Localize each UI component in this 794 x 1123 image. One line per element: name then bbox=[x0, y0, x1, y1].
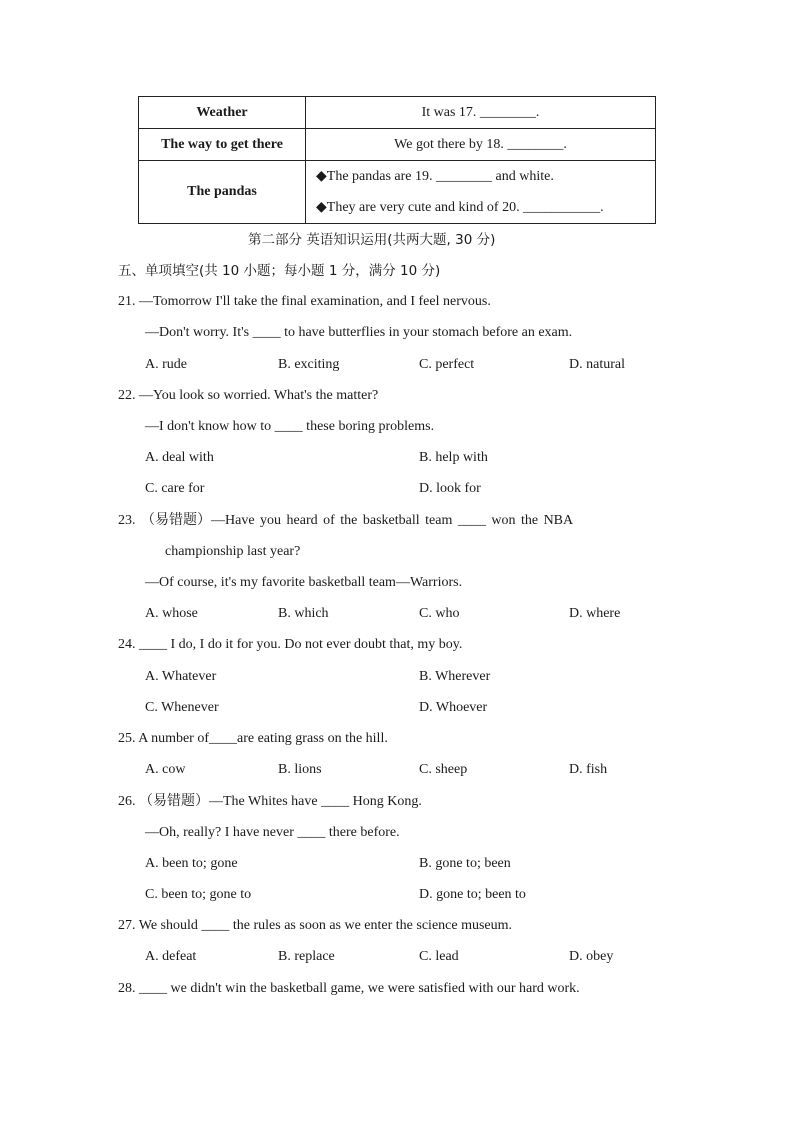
option-a: A. Whatever bbox=[145, 669, 217, 684]
question-stem: 22. —You look so worried. What's the matter? bbox=[118, 388, 379, 403]
table-key: The way to get there bbox=[139, 129, 306, 161]
question-stem: 23. （易错题）—Have you heard of the basketball team ____ won the NBA bbox=[118, 513, 574, 528]
question-line: —Of course, it's my favorite basketball team—Warriors. bbox=[145, 575, 463, 590]
question-stem: 25. A number of____are eating grass on the hill. bbox=[118, 731, 388, 746]
table-row bbox=[139, 97, 656, 129]
option-c: C. who bbox=[419, 606, 460, 621]
option-b: B. lions bbox=[278, 762, 322, 777]
option-b: B. help with bbox=[419, 450, 488, 465]
option-a: A. deal with bbox=[145, 450, 214, 465]
table-key: The pandas bbox=[139, 161, 306, 224]
table-row bbox=[139, 129, 656, 161]
option-d: D. fish bbox=[569, 762, 608, 777]
info-table bbox=[138, 96, 656, 224]
question-stem: 27. We should ____ the rules as soon as we enter the science museum. bbox=[118, 918, 513, 933]
option-a: A. defeat bbox=[145, 949, 197, 964]
option-b: B. replace bbox=[278, 949, 335, 964]
option-b: B. which bbox=[278, 606, 329, 621]
option-c: C. Whenever bbox=[145, 700, 219, 715]
option-c: C. sheep bbox=[419, 762, 468, 777]
option-d: D. natural bbox=[569, 357, 625, 372]
question-line: —Don't worry. It's ____ to have butterflies in your stomach before an exam. bbox=[145, 325, 573, 340]
table-value: We got there by 18. ________. bbox=[306, 129, 656, 161]
option-d: D. where bbox=[569, 606, 621, 621]
option-a: A. whose bbox=[145, 606, 198, 621]
question-stem: 21. —Tomorrow I'll take the final examination, and I feel nervous. bbox=[118, 294, 491, 309]
option-b: B. Wherever bbox=[419, 669, 491, 684]
option-a: A. been to; gone bbox=[145, 856, 238, 871]
question-stem: 24. ____ I do, I do it for you. Do not ever doubt that, my boy. bbox=[118, 637, 463, 652]
option-b: B. exciting bbox=[278, 357, 340, 372]
option-c: C. lead bbox=[419, 949, 459, 964]
table-value bbox=[306, 161, 656, 224]
option-d: D. look for bbox=[419, 481, 481, 496]
question-line: —I don't know how to ____ these boring problems. bbox=[145, 419, 435, 434]
option-d: D. Whoever bbox=[419, 700, 488, 715]
option-a: A. rude bbox=[145, 357, 187, 372]
option-c: C. been to; gone to bbox=[145, 887, 252, 902]
part-heading: 第二部分 英语知识运用(共两大题, 30 分) bbox=[248, 232, 496, 248]
question-line: —Oh, really? I have never ____ there before. bbox=[145, 825, 400, 840]
option-d: D. gone to; been to bbox=[419, 887, 526, 902]
option-a: A. cow bbox=[145, 762, 186, 777]
question-line: championship last year? bbox=[165, 544, 301, 559]
table-bullet-line: ◆The pandas are 19. ________ and white. bbox=[316, 169, 554, 184]
table-bullet-line: ◆They are very cute and kind of 20. ___________. bbox=[316, 200, 604, 215]
option-b: B. gone to; been bbox=[419, 856, 511, 871]
option-c: C. perfect bbox=[419, 357, 475, 372]
table-row bbox=[139, 161, 656, 224]
option-d: D. obey bbox=[569, 949, 614, 964]
option-c: C. care for bbox=[145, 481, 205, 496]
table-value: It was 17. ________. bbox=[306, 97, 656, 129]
table-key: Weather bbox=[139, 97, 306, 129]
question-stem: 28. ____ we didn't win the basketball game, we were satisfied with our hard work. bbox=[118, 981, 580, 996]
question-stem: 26. （易错题）—The Whites have ____ Hong Kong. bbox=[118, 794, 422, 809]
section-heading: 五、单项填空(共 10 小题；每小题 1 分，满分 10 分) bbox=[118, 263, 441, 279]
